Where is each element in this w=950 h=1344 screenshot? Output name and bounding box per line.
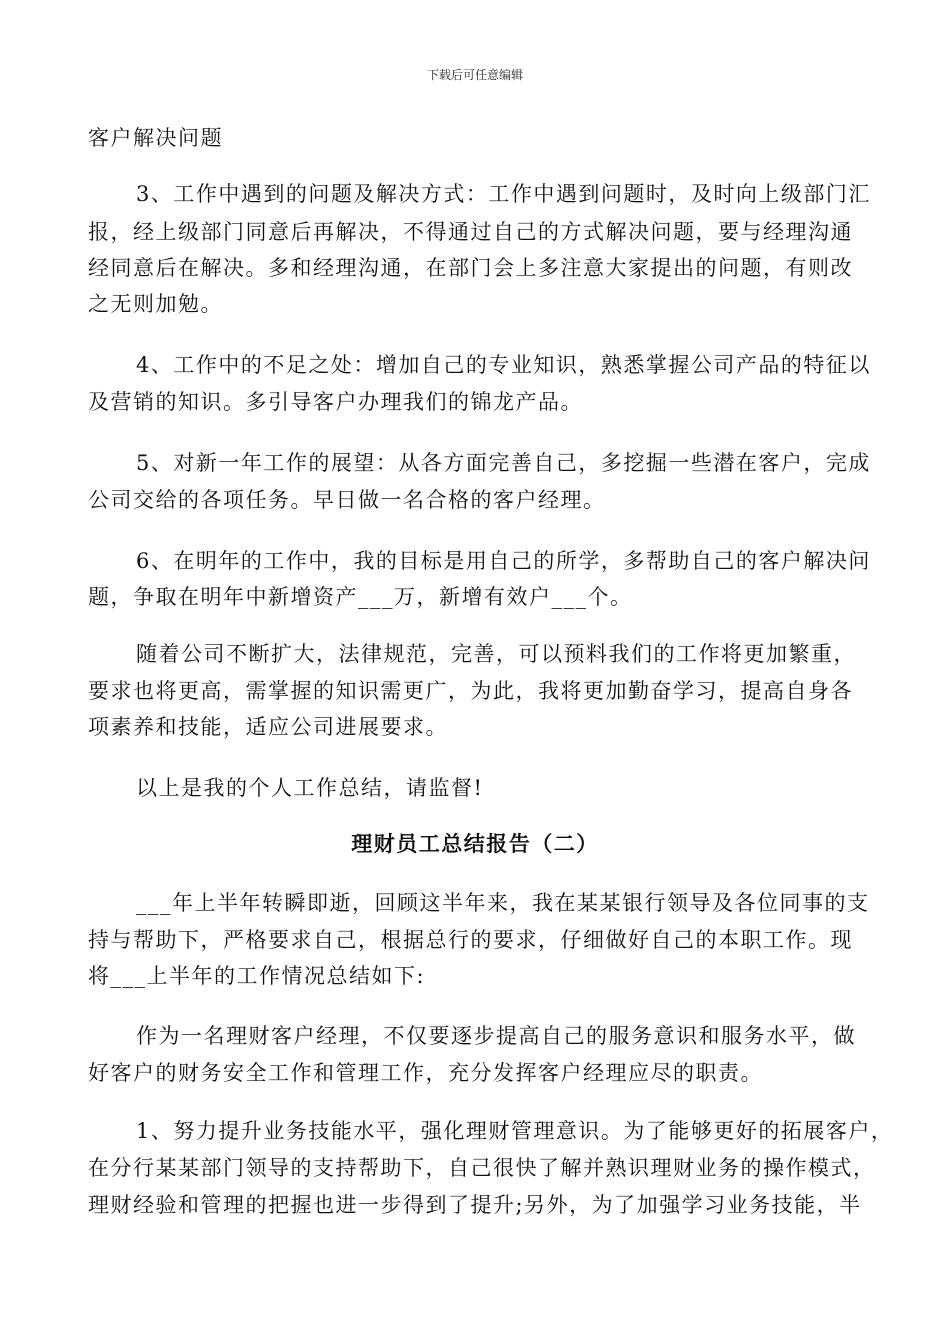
text-line: 项素养和技能，适应公司进展要求。	[88, 715, 448, 739]
text-line: 5、对新一年工作的展望：从各方面完善自己，多挖掘一些潜在客户，完成	[136, 451, 871, 475]
text-line: 6、在明年的工作中，我的目标是用自己的所学，多帮助自己的客户解决问	[136, 549, 871, 573]
text-line: 理财经验和管理的把握也进一步得到了提升;另外，为了加强学习业务技能，半	[88, 1193, 862, 1217]
text-line: 3、工作中遇到的问题及解决方式：工作中遇到问题时，及时向上级部门汇	[136, 182, 871, 206]
page-header: 下载后可任意编辑	[426, 68, 523, 82]
text-line: 客户解决问题	[88, 126, 223, 150]
text-line: 1、努力提升业务技能水平，强化理财管理意识。为了能够更好的拓展客户，	[136, 1119, 894, 1143]
text-line: 题，争取在明年中新增资产___万，新增有效户___个。	[88, 585, 633, 609]
text-line: 报，经上级部门同意后再解决，不得通过自己的方式解决问题，要与经理沟通	[88, 220, 853, 244]
text-line: 将___上半年的工作情况总结如下:	[88, 964, 426, 988]
text-line: ___年上半年转瞬即逝，回顾这半年来，我在某某银行领导及各位同事的支	[136, 891, 870, 915]
text-line: 持与帮助下，严格要求自己，根据总行的要求，仔细做好自己的本职工作。现	[88, 928, 853, 952]
section-title: 理财员工总结报告（二）	[351, 831, 599, 856]
text-line: 公司交给的各项任务。早日做一名合格的客户经理。	[88, 488, 606, 512]
text-line: 好客户的财务安全工作和管理工作，充分发挥客户经理应尽的职责。	[88, 1061, 763, 1085]
text-line: 作为一名理财客户经理，不仅要逐步提高自己的服务意识和服务水平，做	[136, 1024, 856, 1048]
text-line: 及营销的知识。多引导客户办理我们的锦龙产品。	[88, 390, 583, 414]
text-line: 随着公司不断扩大，法律规范，完善，可以预料我们的工作将更加繁重，	[136, 642, 856, 666]
text-line: 4、工作中的不足之处：增加自己的专业知识，熟悉掌握公司产品的特征以	[136, 353, 871, 377]
text-line: 在分行某某部门领导的支持帮助下，自己很快了解并熟识理财业务的操作模式，	[88, 1156, 876, 1180]
text-line: 要求也将更高，需掌握的知识需更广，为此，我将更加勤奋学习，提高自身各	[88, 679, 853, 703]
text-line: 以上是我的个人工作总结，请监督!	[136, 776, 484, 800]
text-line: 经同意后在解决。多和经理沟通，在部门会上多注意大家提出的问题，有则改	[88, 256, 853, 280]
text-line: 之无则加勉。	[88, 292, 223, 316]
